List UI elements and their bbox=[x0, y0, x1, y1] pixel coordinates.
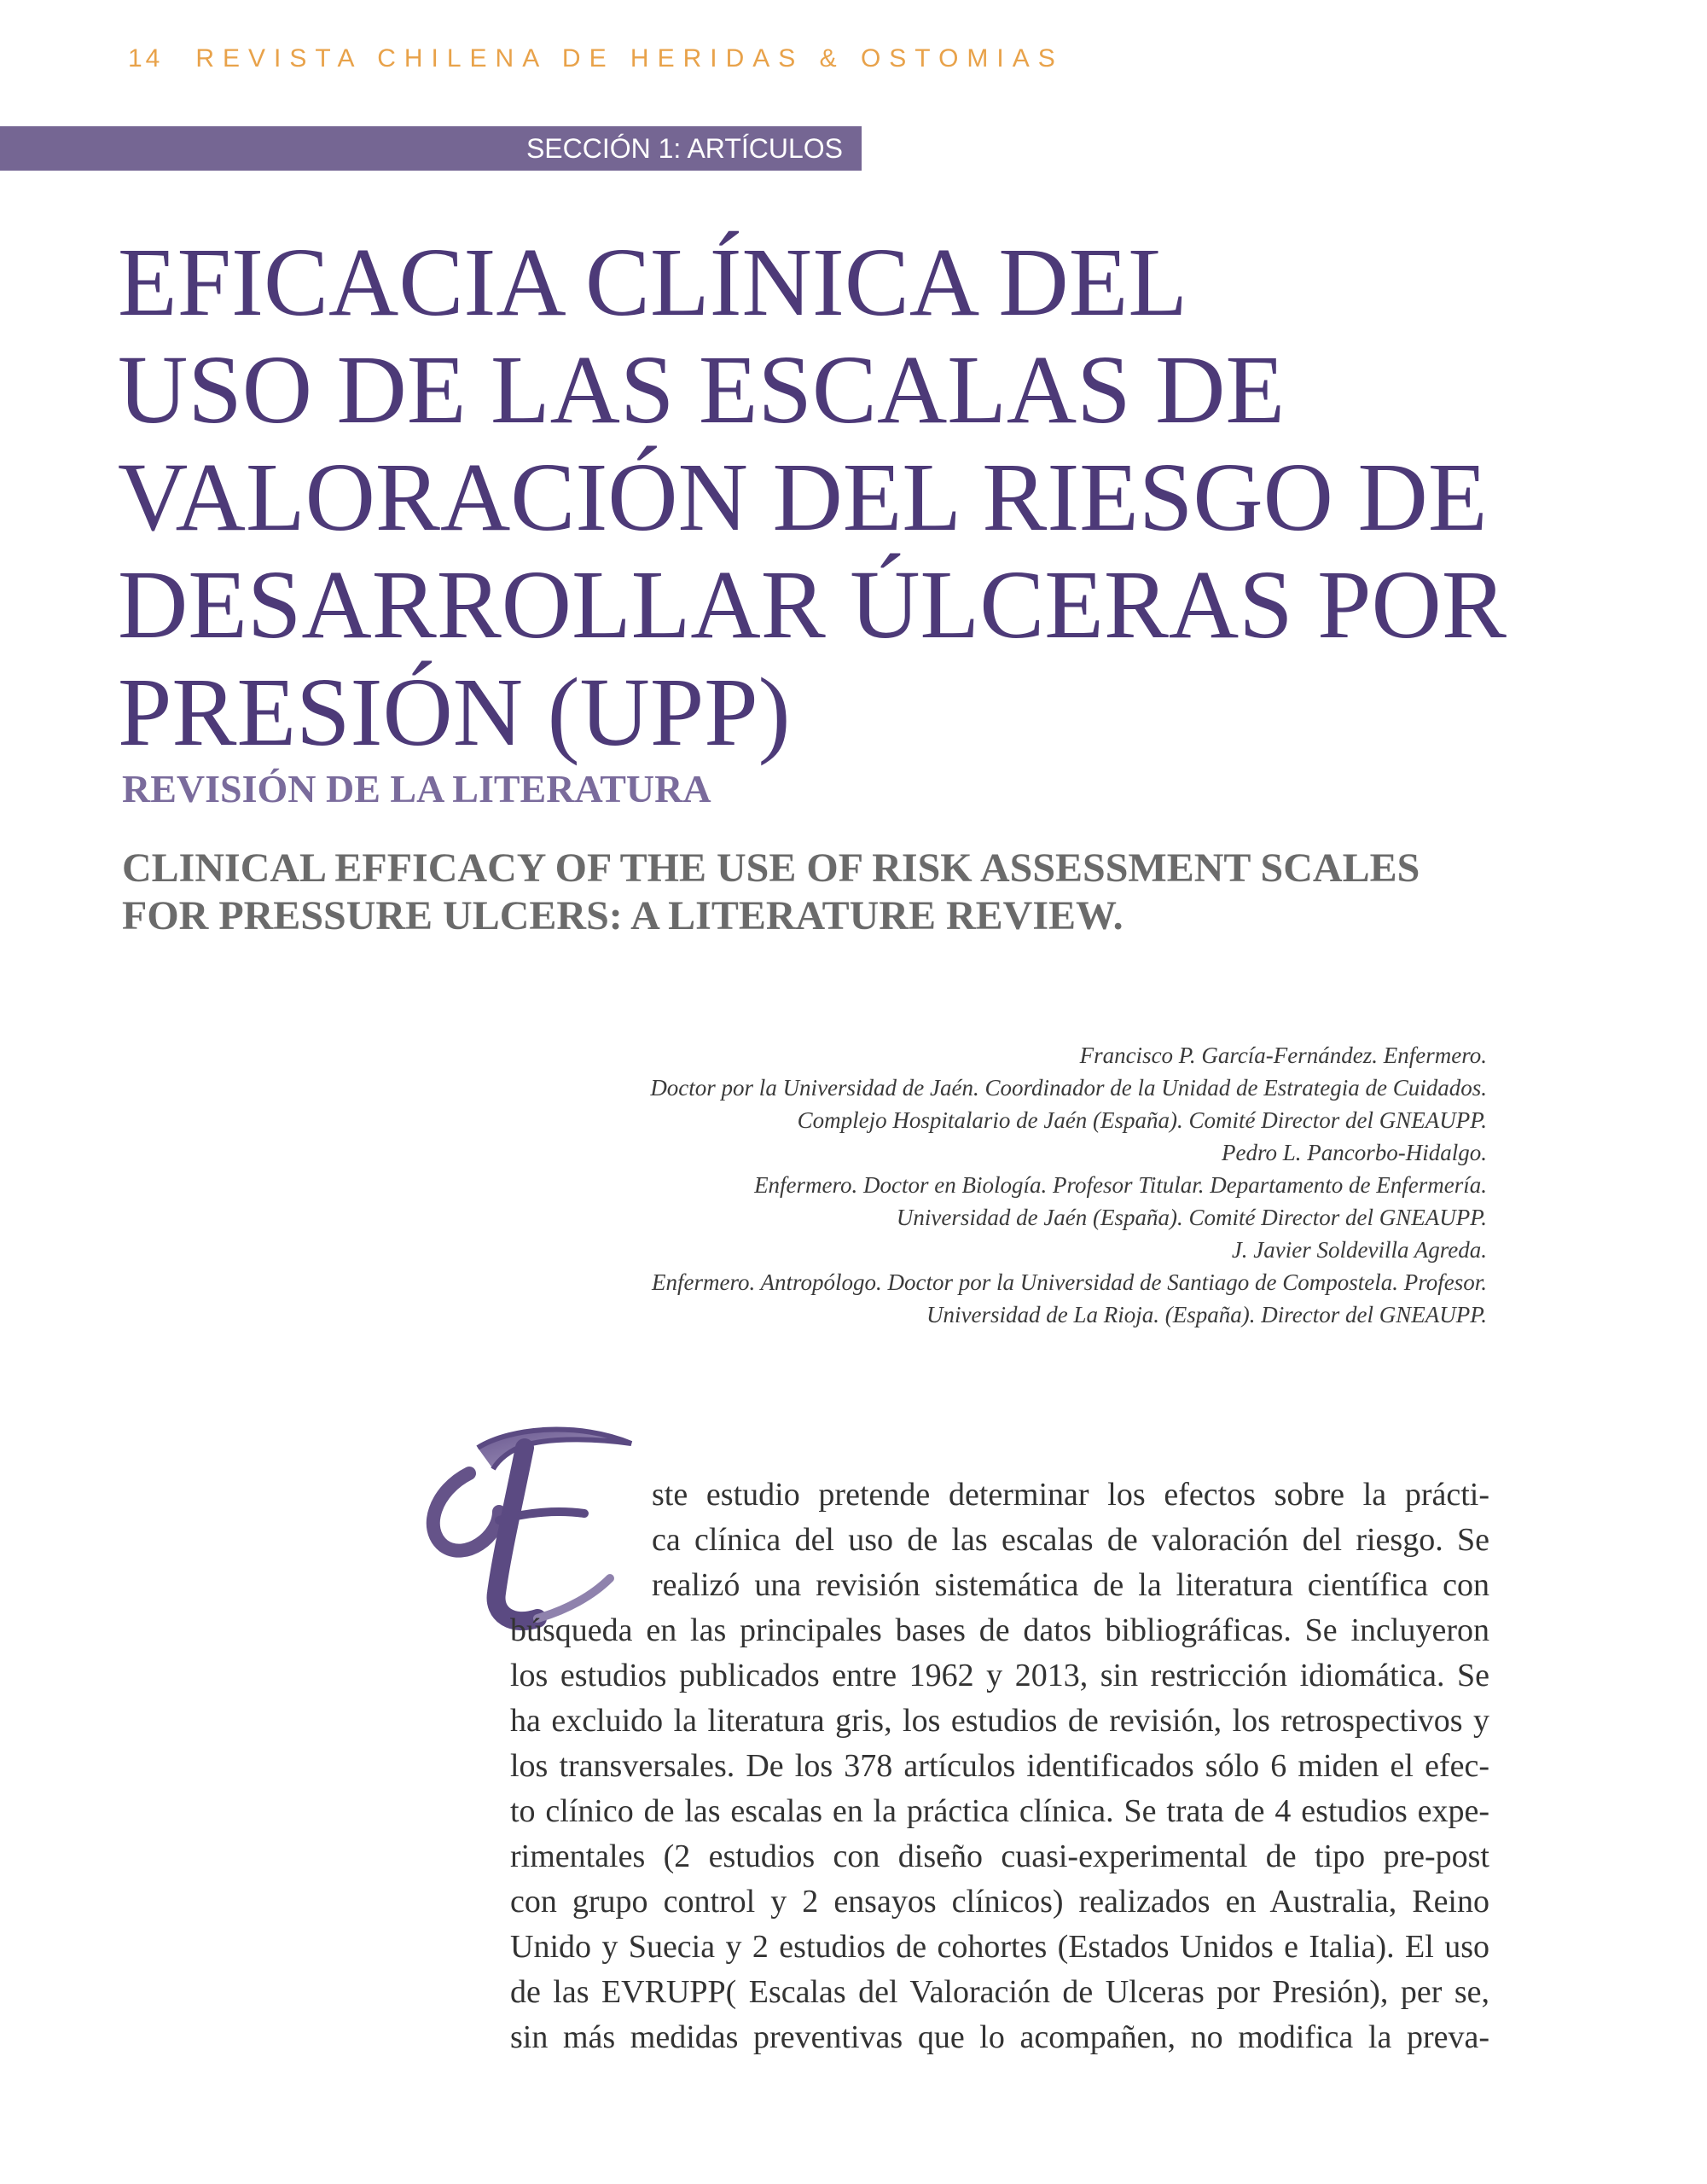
abstract-line: ste estudio pretende determinar los efectos sobre la prácti- bbox=[652, 1477, 1489, 1513]
abstract-line: ca clínica del uso de las escalas de valoración del riesgo. Se bbox=[652, 1522, 1489, 1558]
english-title-line: CLINICAL EFFICACY OF THE USE OF RISK ASSESSMENT SCALES bbox=[122, 845, 1420, 891]
author-line: Complejo Hospitalario de Jaén (España). Comité Director del GNEAUPP. bbox=[797, 1107, 1487, 1133]
author-line: Universidad de Jaén (España). Comité Director del GNEAUPP. bbox=[896, 1205, 1487, 1230]
running-head bbox=[128, 44, 1064, 73]
abstract-line: búsqueda en las principales bases de datos bibliográficas. Se incluyeron bbox=[510, 1612, 1489, 1648]
page-number: 14 bbox=[128, 44, 164, 73]
author-line: Pedro L. Pancorbo-Hidalgo. bbox=[1222, 1140, 1487, 1165]
author-line: Doctor por la Universidad de Jaén. Coordinador de la Unidad de Estrategia de Cuidados. bbox=[650, 1075, 1487, 1101]
abstract-line: ha excluido la literatura gris, los estudios de revisión, los retrospectivos y bbox=[510, 1703, 1489, 1739]
abstract-line: sin más medidas preventivas que lo acompañen, no modifica la preva- bbox=[510, 2019, 1489, 2055]
abstract-line: de las EVRUPP( Escalas del Valoración de Ulceras por Presión), per se, bbox=[510, 1974, 1489, 2010]
title-line: PRESIÓN (UPP) bbox=[118, 658, 791, 766]
journal-name: REVISTA CHILENA DE HERIDAS & OSTOMIAS bbox=[195, 44, 1064, 73]
author-line: Universidad de La Rioja. (España). Director del GNEAUPP. bbox=[926, 1302, 1487, 1327]
dropcap-text: E bbox=[418, 1409, 419, 1410]
author-affiliations bbox=[650, 1039, 1487, 1331]
abstract-line: con grupo control y 2 ensayos clínicos) realizados en Australia, Reino bbox=[510, 1884, 1489, 1920]
title-line: DESARROLLAR ÚLCERAS POR bbox=[118, 550, 1507, 659]
section-bar bbox=[0, 126, 862, 171]
author-line: J. Javier Soldevilla Agreda. bbox=[1231, 1237, 1487, 1263]
english-title-line: FOR PRESSURE ULCERS: A LITERATURE REVIEW. bbox=[122, 893, 1123, 938]
abstract-line: rimentales (2 estudios con diseño cuasi-experimental de tipo pre-post bbox=[510, 1838, 1489, 1874]
abstract-line: to clínico de las escalas en la práctica clínica. Se trata de 4 estudios expe- bbox=[510, 1793, 1489, 1829]
article-subtitle: REVISIÓN DE LA LITERATURA bbox=[122, 767, 711, 810]
title-line: USO DE LAS ESCALAS DE bbox=[118, 335, 1286, 444]
article-title bbox=[118, 229, 1568, 766]
author-line: Enfermero. Doctor en Biología. Profesor Titular. Departamento de Enfermería. bbox=[754, 1172, 1487, 1198]
title-line: EFICACIA CLÍNICA DEL bbox=[118, 228, 1187, 336]
section-label: SECCIÓN 1: ARTÍCULOS bbox=[525, 133, 843, 164]
abstract-body bbox=[510, 1472, 1489, 2060]
author-line: Enfermero. Antropólogo. Doctor por la Universidad de Santiago de Compostela. Profesor. bbox=[652, 1269, 1487, 1295]
abstract-line: los estudios publicados entre 1962 y 2013, sin restricción idiomática. Se bbox=[510, 1658, 1489, 1693]
abstract-line: realizó una revisión sistemática de la literatura científica con bbox=[652, 1567, 1489, 1603]
title-line: VALORACIÓN DEL RIESGO DE bbox=[118, 443, 1488, 551]
english-title bbox=[122, 845, 1572, 940]
abstract-line: Unido y Suecia y 2 estudios de cohortes (Estados Unidos e Italia). El uso bbox=[510, 1929, 1489, 1965]
abstract-line: los transversales. De los 378 artículos identificados sólo 6 miden el efec- bbox=[510, 1748, 1489, 1784]
author-line: Francisco P. García-Fernández. Enfermero. bbox=[1079, 1043, 1487, 1068]
